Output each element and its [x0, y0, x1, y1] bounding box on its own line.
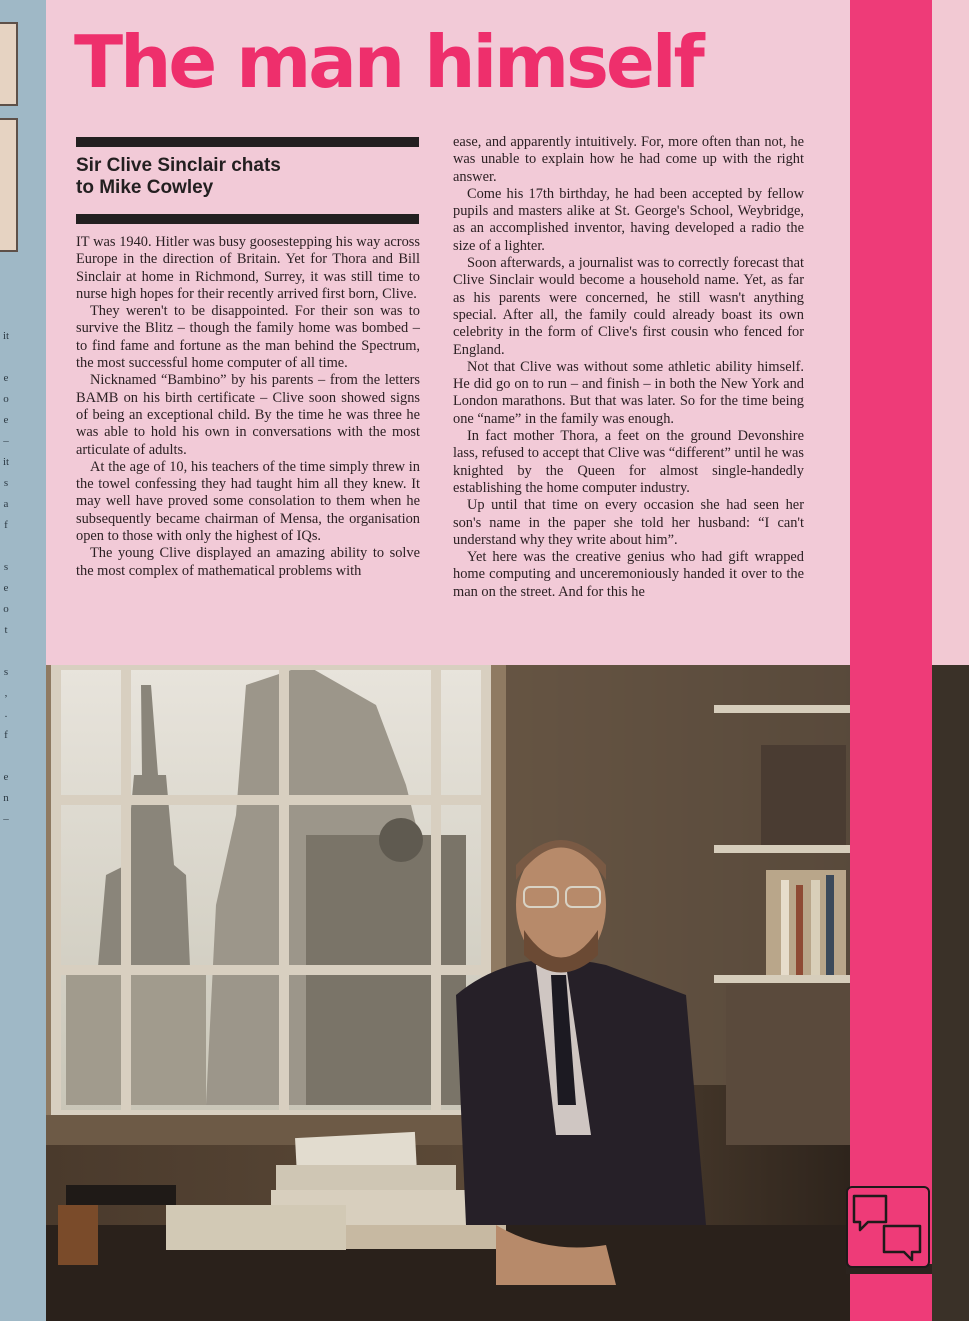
- text-fragment: o: [3, 393, 9, 405]
- portrait-photo-illustration: [46, 665, 850, 1321]
- decorative-magenta-bar: [850, 0, 932, 1321]
- paragraph: Come his 17th birthday, he had been accepted by fellow pupils and masters alike at St. George's School, Weybridge, as an accomplished inventor, having developed a radio the size of a lighter.: [453, 185, 804, 254]
- text-fragment: .: [4, 708, 8, 720]
- text-fragment: s: [3, 477, 9, 489]
- speech-bubbles-icon: [846, 1186, 930, 1268]
- text-fragment: a: [3, 498, 9, 510]
- text-fragment: s: [3, 666, 9, 678]
- text-fragment: s: [3, 561, 9, 573]
- paragraph: Soon afterwards, a journalist was to correctly forecast that Clive Sinclair would become a household name. Yet, as far as his parents were concerned, he still wasn't anything special. After all, the family could already boast its own celebrity in the form of Clive's first cousin who fenced for England.: [453, 255, 804, 358]
- text-fragment: it: [2, 456, 10, 468]
- paragraph: They weren't to be disappointed. For their son was to survive the Blitz – though the family home was bombed – to find fame and fortune as the man behind the Spectrum, the most successful home computer of all time.: [76, 303, 420, 372]
- paragraph: At the age of 10, his teachers of the time simply threw in the towel confessing they had taught him all they knew. It may well have proved some consolation to them when he subsequently became chairman of Mensa, the organisation open to those with only the highest of IQs.: [76, 458, 420, 545]
- text-fragment: f: [4, 729, 8, 741]
- previous-page-text-fragments: [0, 330, 12, 834]
- text-fragment: [0, 645, 12, 666]
- previous-page-edge: [0, 0, 46, 1321]
- text-fragment: o: [3, 603, 9, 615]
- previous-page-shape: [0, 118, 18, 252]
- subtitle-line: Sir Clive Sinclair chats: [76, 155, 281, 176]
- article-column-right: [453, 134, 804, 601]
- text-fragment: [0, 540, 12, 561]
- article-title: The man himself: [74, 20, 702, 104]
- text-fragment: n: [3, 792, 9, 804]
- paragraph: Yet here was the creative genius who had gift wrapped home computing and unceremoniously handed it over to the man on the street. And for this he: [453, 549, 804, 600]
- previous-page-shape: [0, 22, 18, 106]
- text-fragment: –: [3, 435, 9, 447]
- next-page-photo-edge: [932, 665, 969, 1321]
- text-fragment: t: [4, 624, 8, 636]
- text-fragment: [0, 750, 12, 771]
- text-fragment: e: [3, 771, 9, 783]
- paragraph: ease, and apparently intuitively. For, more often than not, he was unable to explain how he had come up with the right answer.: [453, 134, 804, 185]
- paragraph: Not that Clive was without some athletic ability himself. He did go on to run – and finish – in both the New York and London marathons. But that was later. So for the time being one “name” in the family was enough.: [453, 358, 804, 427]
- article-column-left: [76, 234, 420, 580]
- text-fragment: e: [3, 372, 9, 384]
- article-subtitle: [76, 155, 419, 199]
- paragraph: In fact mother Thora, a feet on the ground Devonshire lass, refused to accept that Clive was “different” until he was knighted by the Queen for almost single-handedly establishing the home computer industry.: [453, 428, 804, 496]
- subtitle-line: to Mike Cowley: [76, 177, 214, 198]
- paragraph: The young Clive displayed an amazing ability to solve the most complex of mathematical problems with: [76, 545, 420, 579]
- text-fragment: ,: [4, 687, 8, 699]
- text-fragment: [0, 351, 12, 372]
- text-fragment: it: [2, 330, 10, 342]
- subtitle-rule-bottom: [76, 214, 419, 224]
- paragraph: Up until that time on every occasion she had seen her son's name in the paper she told her husband: “I can't understand why they write about him”.: [453, 497, 804, 548]
- paragraph: IT was 1940. Hitler was busy goosestepping his way across Europe in the direction of Britain. Yet for Thora and Bill Sinclair at home in Richmond, Surrey, it was still time to nurse high hopes for their recently arrived first born, Clive.: [76, 234, 420, 302]
- text-fragment: –: [3, 813, 9, 825]
- text-fragment: e: [3, 582, 9, 594]
- text-fragment: f: [4, 519, 8, 531]
- portrait-photo: [46, 665, 850, 1321]
- text-fragment: e: [3, 414, 9, 426]
- window: [46, 665, 506, 1145]
- paragraph: Nicknamed “Bambino” by his parents – from the letters BAMB on his birth certificate – Clive soon showed signs of being an exceptional child. By the time he was three he was able to hold his own in conversations with the most articulate of adults.: [76, 372, 420, 458]
- subtitle-rule-top: [76, 137, 419, 147]
